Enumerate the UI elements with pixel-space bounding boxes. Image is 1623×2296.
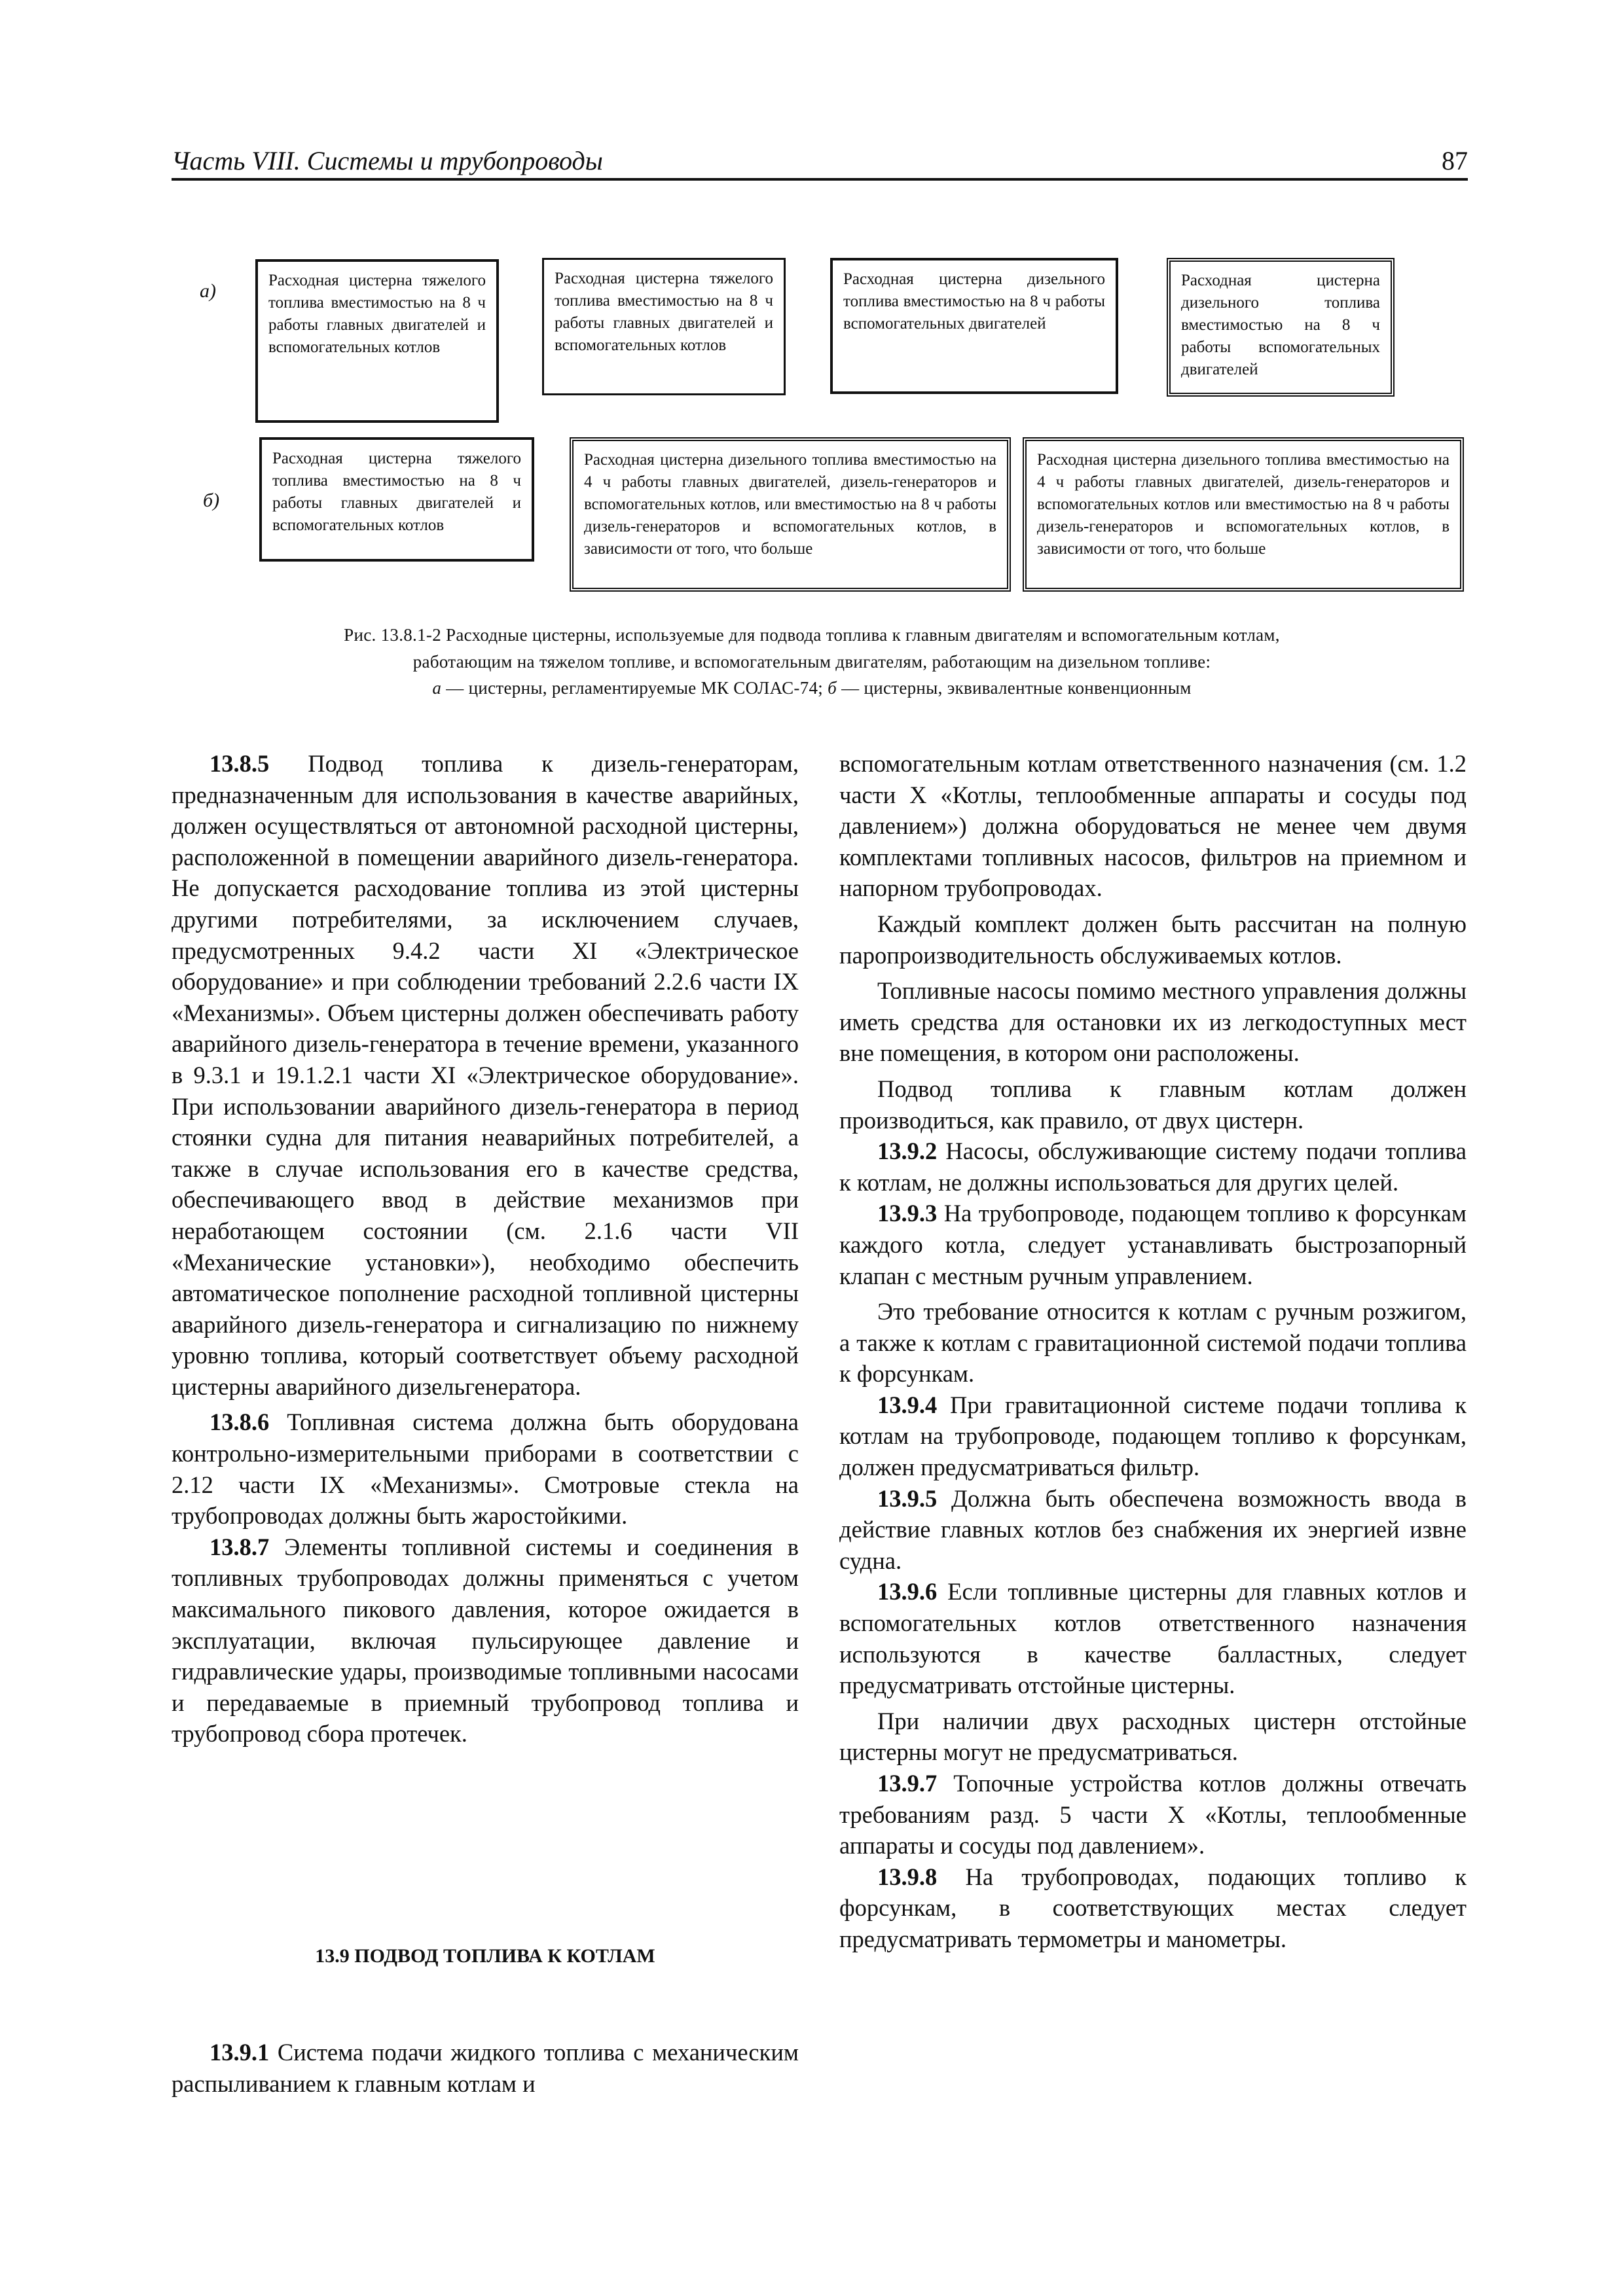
row-a-label: а): [200, 280, 216, 302]
paragraph-text: На трубопроводе, подающем топливо к форсункам каждого котла, следует устанавливать быстрозапорный клапан с местным ручным управлением.: [839, 1200, 1467, 1289]
caption-a: а: [432, 678, 442, 698]
header-rule: [172, 178, 1468, 181]
clause-number: 13.9.2: [877, 1138, 938, 1165]
diagram-box-a3: Расходная цистерна дизельного топлива вместимостью на 8 ч работы вспомогательных двигателей: [830, 258, 1118, 394]
diagram-box-b3: Расходная цистерна дизельного топлива вместимостью на 4 ч работы главных двигателей, дизель-генераторов и вспомогательных котлов или вместимостью на 8 ч работы дизель-генераторов и вспомогательных котлов, в зависимости от того, что больше: [1023, 437, 1464, 592]
paragraph-text: Если топливные цистерны для главных котлов и вспомогательных котлов ответственного назначения используются в качестве балластных, следует предусматривать отстойные цистерны.: [839, 1578, 1467, 1699]
clause-number: 13.9.3: [877, 1200, 938, 1227]
clause-number: 13.9.5: [877, 1484, 938, 1512]
paragraph: [839, 1198, 1467, 1291]
paragraph-text: Подвод топлива к главным котлам должен производиться, как правило, от двух цистерн.: [839, 1075, 1467, 1134]
caption-line: Рис. 13.8.1-2 Расходные цистерны, используемые для подвода топлива к главным двигателям и вспомогательным котлам,: [344, 625, 1280, 645]
clause-number: 13.9.6: [877, 1578, 938, 1605]
paragraph-text: Топливные насосы помимо местного управления должны иметь средства для остановки их из легкодоступных мест вне помещения, в котором они расположены.: [839, 977, 1467, 1067]
paragraph-text: Это требование относится к котлам с ручным розжигом, а также к котлам с гравитационной системой подачи топлива к форсункам.: [839, 1298, 1467, 1388]
paragraph: [839, 748, 1467, 904]
paragraph-text: Система подачи жидкого топлива с механическим распыливанием к главным котлам и: [172, 2039, 799, 2097]
caption-line: [196, 675, 1427, 702]
diagram-box-b1: Расходная цистерна тяжелого топлива вместимостью на 8 ч работы главных двигателей и вспомогательных котлов: [259, 437, 534, 562]
paragraph: [839, 1483, 1467, 1577]
paragraph-text: Элементы топливной системы и соединения в топливных трубопроводах должны применяться с учетом максимального пикового давления, которое ожидается в эксплуатации, включая пульсирующее давление и гидравлические удары, производимые топливными насосами и передаваемые в приемный трубопровод топлива и трубопровод сбора протечек.: [172, 1533, 799, 1748]
paragraph-text: Должна быть обеспечена возможность ввода в действие главных котлов без снабжения их энергией извне судна.: [839, 1484, 1467, 1574]
caption-b-text: — цистерны, эквивалентные конвенционным: [837, 678, 1192, 698]
paragraph: [839, 1136, 1467, 1198]
left-column-lower: [172, 2037, 799, 2099]
paragraph: [839, 1576, 1467, 1700]
paragraph-text: Топливная система должна быть оборудована контрольно-измерительными приборами в соответствии с 2.12 части IX «Механизмы». Смотровые стекла на трубопроводах должны быть жаростойкими.: [172, 1408, 799, 1530]
caption-b: б: [828, 678, 837, 698]
clause-number: 13.9.4: [877, 1391, 938, 1418]
paragraph-text: При гравитационной системе подачи топлива к котлам на трубопроводе, подающем топливо к форсункам, должен предусматриваться фильтр.: [839, 1391, 1467, 1481]
paragraph-text: Топочные устройства котлов должны отвечать требованиям разд. 5 части X «Котлы, теплообменные аппараты и сосуды под давлением».: [839, 1770, 1467, 1859]
caption-a-text: — цистерны, регламентируемые МК СОЛАС-74;: [441, 678, 828, 698]
paragraph: [839, 1390, 1467, 1483]
paragraph-text: Каждый комплект должен быть рассчитан на полную паропроизводительность обслуживаемых котлов.: [839, 910, 1467, 969]
paragraph: [839, 1296, 1467, 1390]
clause-number: 13.9.8: [877, 1863, 938, 1890]
clause-number: 13.9.1: [210, 2039, 270, 2066]
diagram-box-a4: Расходная цистерна дизельного топлива вместимостью на 8 ч работы вспомогательных двигателей: [1167, 258, 1395, 397]
caption-line: работающим на тяжелом топливе, и вспомогательным двигателям, работающим на дизельном топливе:: [412, 651, 1211, 672]
clause-number: 13.9.7: [877, 1770, 938, 1797]
paragraph-text: При наличии двух расходных цистерн отстойные цистерны могут не предусматриваться.: [839, 1707, 1467, 1766]
paragraph-text: Подвод топлива к дизель-генераторам, предназначенным для использования в качестве аварийных, должен осуществляться от автономной расходной цистерны, расположенной в помещении аварийного дизель-генератора. Не допускается расходование топлива из этой цистерны другими потребителями, за исключением случаев, предусмотренных 9.4.2 части XI «Электрическое оборудование» и при соблюдении требований 2.2.6 части IX «Механизмы». Объем цистерны должен обеспечивать работу аварийного дизель-генератора в течение времени, указанного в 9.3.1 и 19.1.2.1 части XI «Электрическое оборудование». При использовании аварийного дизель-генератора в период стоянки судна для питания неаварийных потребителей, а также в случае использования его в качестве средства, обеспечивающего ввод в действие механизмов при неработающем состоянии (см. 2.1.6 части VII «Механические установки»), необходимо обеспечить автоматическое пополнение расходной топливной цистерны аварийного дизель-генератора и сигнализацию по нижнему уровню топлива, который соответствует объему расходной цистерны аварийного дизельгенератора.: [172, 750, 799, 1400]
diagram-box-a2: Расходная цистерна тяжелого топлива вместимостью на 8 ч работы главных двигателей и вспомогательных котлов: [542, 258, 786, 395]
page-header: [172, 145, 1468, 181]
paragraph: [839, 1706, 1467, 1768]
section-heading: 13.9 ПОДВОД ТОПЛИВА К КОТЛАМ: [315, 1945, 655, 1967]
paragraph: [172, 748, 799, 1402]
paragraph: [172, 2037, 799, 2099]
paragraph: [172, 1532, 799, 1749]
left-column: [172, 748, 799, 1749]
paragraph-text: На трубопроводах, подающих топливо к форсункам, в соответствующих местах следует предусматривать термометры и манометры.: [839, 1863, 1467, 1952]
paragraph: [839, 908, 1467, 971]
row-b-label: б): [203, 490, 220, 511]
figure-caption: [196, 622, 1427, 702]
clause-number: 13.8.5: [210, 750, 270, 777]
paragraph: [172, 1407, 799, 1531]
clause-number: 13.8.6: [210, 1408, 270, 1436]
paragraph-text: Насосы, обслуживающие систему подачи топлива к котлам, не должны использоваться для других целей.: [839, 1138, 1467, 1196]
right-column: [839, 748, 1467, 1955]
diagram-box-b2: Расходная цистерна дизельного топлива вместимостью на 4 ч работы главных двигателей, дизель-генераторов и вспомогательных котлов, или вместимостью на 8 ч работы дизель-генераторов и вспомогательных котлов, в зависимости от того, что больше: [570, 437, 1011, 592]
running-title: Часть VIII. Системы и трубопроводы: [172, 146, 603, 175]
paragraph: [839, 975, 1467, 1069]
diagram-box-a1: Расходная цистерна тяжелого топлива вместимостью на 8 ч работы главных двигателей и вспомогательных котлов: [255, 259, 499, 423]
page-number: 87: [1442, 146, 1468, 175]
paragraph: [839, 1861, 1467, 1955]
paragraph: [839, 1768, 1467, 1861]
paragraph-text: вспомогательным котлам ответственного назначения (см. 1.2 части X «Котлы, теплообменные аппараты и сосуды под давлением») должна оборудоваться не менее чем двумя комплектами топливных насосов, фильтров на приемном и напорном трубопроводах.: [839, 750, 1467, 902]
paragraph: [839, 1073, 1467, 1136]
clause-number: 13.8.7: [210, 1533, 270, 1560]
